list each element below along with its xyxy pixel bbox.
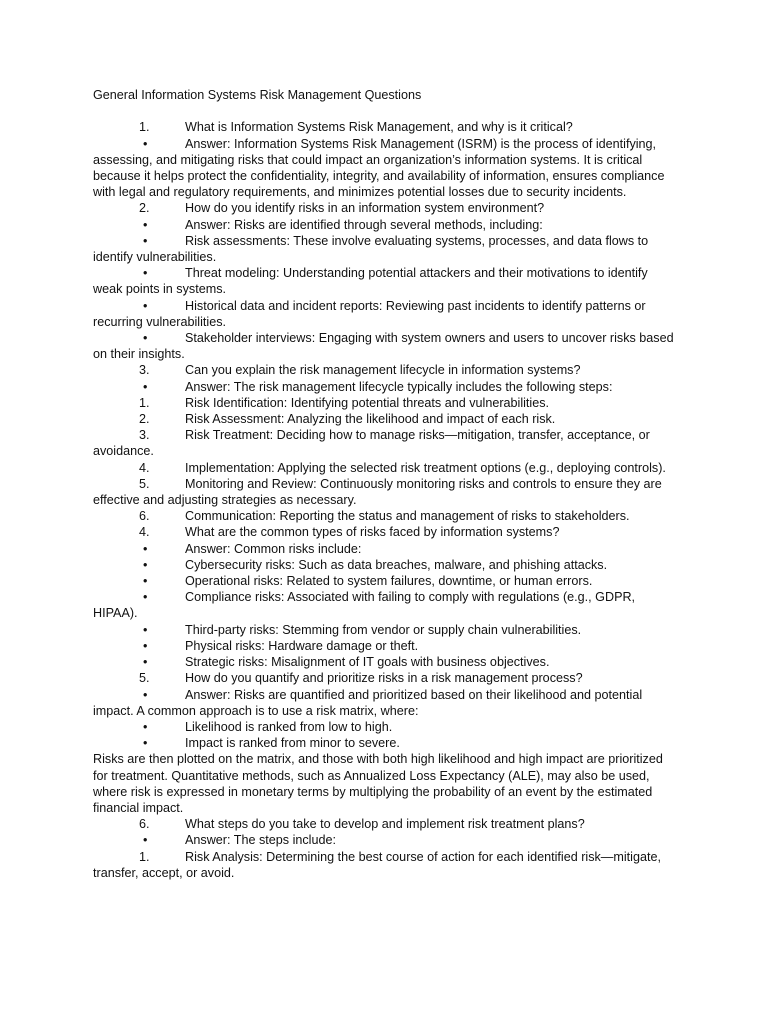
bullet-item [93,217,675,233]
entry-text: Answer: Common risks include: [185,541,362,556]
number-marker: 3. [139,363,150,378]
bullet-item [93,832,675,848]
bullet-marker: • [143,833,148,848]
number-marker: 5. [139,476,150,491]
bullet-marker: • [143,655,148,670]
bullet-marker: • [143,541,148,556]
paragraph [93,751,675,816]
bullet-item [93,719,675,735]
bullet-item [93,557,675,573]
bullet-marker: • [143,590,148,605]
bullet-item [93,654,675,670]
bullet-item [93,233,675,265]
entry-text: What are the common types of risks faced by information systems? [185,525,560,540]
entry-text: Cybersecurity risks: Such as data breaches, malware, and phishing attacks. [185,557,608,572]
bullet-item [93,265,675,297]
bullet-marker: • [143,622,148,637]
bullet-item [93,622,675,638]
numbered-item [93,524,675,540]
bullet-marker: • [143,719,148,734]
entry-text: Communication: Reporting the status and management of risks to stakeholders. [185,509,630,524]
bullet-item [93,541,675,557]
bullet-marker: • [143,136,148,151]
number-marker: 2. [139,201,150,216]
entry-text: Risk Assessment: Analyzing the likelihood and impact of each risk. [185,412,556,427]
bullet-marker: • [143,638,148,653]
number-marker: 1. [139,395,150,410]
entry-text: Physical risks: Hardware damage or theft. [185,638,419,653]
entry-text: How do you quantify and prioritize risks in a risk management process? [185,671,583,686]
bullet-item [93,136,675,201]
bullet-item [93,735,675,751]
entry-text: Risks are then plotted on the matrix, and those with both high likelihood and high impact are prioritized for treatment. Quantitative methods, such as Annualized Loss Expectancy (ALE), may also be used, where risk is expressed in monetary terms by multiplying the probability of an event by the estimated financial impact. [93,752,663,815]
numbered-item [93,476,675,508]
bullet-marker: • [143,557,148,572]
number-marker: 1. [139,849,150,864]
entry-text: Answer: Risks are identified through several methods, including: [185,217,543,232]
entry-text: Can you explain the risk management lifecycle in information systems? [185,363,581,378]
entry-text: Risk Analysis: Determining the best course of action for each identified risk—mitigate, transfer, accept, or avoid. [93,849,661,880]
number-marker: 6. [139,817,150,832]
bullet-marker: • [143,379,148,394]
entry-text: Compliance risks: Associated with failing to comply with regulations (e.g., GDPR, HIPAA). [93,590,636,621]
number-marker: 3. [139,428,150,443]
numbered-item [93,460,675,476]
entry-text: How do you identify risks in an information system environment? [185,201,545,216]
bullet-item [93,589,675,621]
entry-text: Risk assessments: These involve evaluating systems, processes, and data flows to identify vulnerabilities. [93,233,649,265]
entry-text: Historical data and incident reports: Reviewing past incidents to identify patterns or recurring vulnerabilities. [93,298,646,329]
numbered-item [93,411,675,427]
entry-text: Operational risks: Related to system failures, downtime, or human errors. [185,574,593,589]
entry-text: Answer: Information Systems Risk Management (ISRM) is the process of identifying, assessing, and mitigating risks that could impact an organization’s information systems. It is critical because it helps protect the confidentiality, integrity, and availability of information, ensures compliance with legal and regulatory requirements, and minimizes potential losses due to security incidents. [93,136,665,200]
numbered-item [93,119,675,135]
bullet-item [93,573,675,589]
number-marker: 4. [139,525,150,540]
entry-text: Answer: Risks are quantified and prioritized based on their likelihood and potential impact. A common approach is to use a risk matrix, where: [93,687,643,718]
entry-text: Impact is ranked from minor to severe. [185,736,400,751]
entry-text: What steps do you take to develop and implement risk treatment plans? [185,817,585,832]
numbered-item [93,670,675,686]
numbered-item [93,362,675,378]
entry-text: What is Information Systems Risk Management, and why is it critical? [185,120,573,135]
entry-text: Answer: The steps include: [185,833,336,848]
entry-text: Monitoring and Review: Continuously monitoring risks and controls to ensure they are effective and adjusting strategies as necessary. [93,476,662,508]
entry-text: Risk Identification: Identifying potential threats and vulnerabilities. [185,395,550,410]
number-marker: 4. [139,460,150,475]
bullet-marker: • [143,233,148,248]
bullet-marker: • [143,266,148,281]
bullet-item [93,330,675,362]
entry-text: Implementation: Applying the selected risk treatment options (e.g., deploying controls). [185,460,666,475]
entry-text: Third-party risks: Stemming from vendor or supply chain vulnerabilities. [185,622,582,637]
bullet-item [93,638,675,654]
number-marker: 2. [139,412,150,427]
entry-text: Strategic risks: Misalignment of IT goals with business objectives. [185,655,550,670]
document-body [93,87,675,881]
bullet-marker: • [143,331,148,346]
bullet-marker: • [143,298,148,313]
bullet-marker: • [143,574,148,589]
numbered-item [93,849,675,881]
entry-text: Answer: The risk management lifecycle typically includes the following steps: [185,379,613,394]
bullet-item [93,687,675,719]
bullet-marker: • [143,217,148,232]
document-title: General Information Systems Risk Management Questions [93,88,422,102]
bullet-marker: • [143,736,148,751]
number-marker: 5. [139,671,150,686]
numbered-item [93,508,675,524]
number-marker: 6. [139,509,150,524]
numbered-item [93,395,675,411]
number-marker: 1. [139,120,150,135]
bullet-item [93,298,675,330]
numbered-item [93,200,675,216]
entry-text: Risk Treatment: Deciding how to manage risks—mitigation, transfer, acceptance, or avoidance. [93,428,650,459]
entry-text: Likelihood is ranked from low to high. [185,719,393,734]
bullet-marker: • [143,687,148,702]
bullet-item [93,379,675,395]
numbered-item [93,427,675,459]
numbered-item [93,816,675,832]
entry-text: Stakeholder interviews: Engaging with system owners and users to uncover risks based on their insights. [93,331,674,362]
document-entries [93,119,675,881]
entry-text: Threat modeling: Understanding potential attackers and their motivations to identify weak points in systems. [93,266,648,297]
